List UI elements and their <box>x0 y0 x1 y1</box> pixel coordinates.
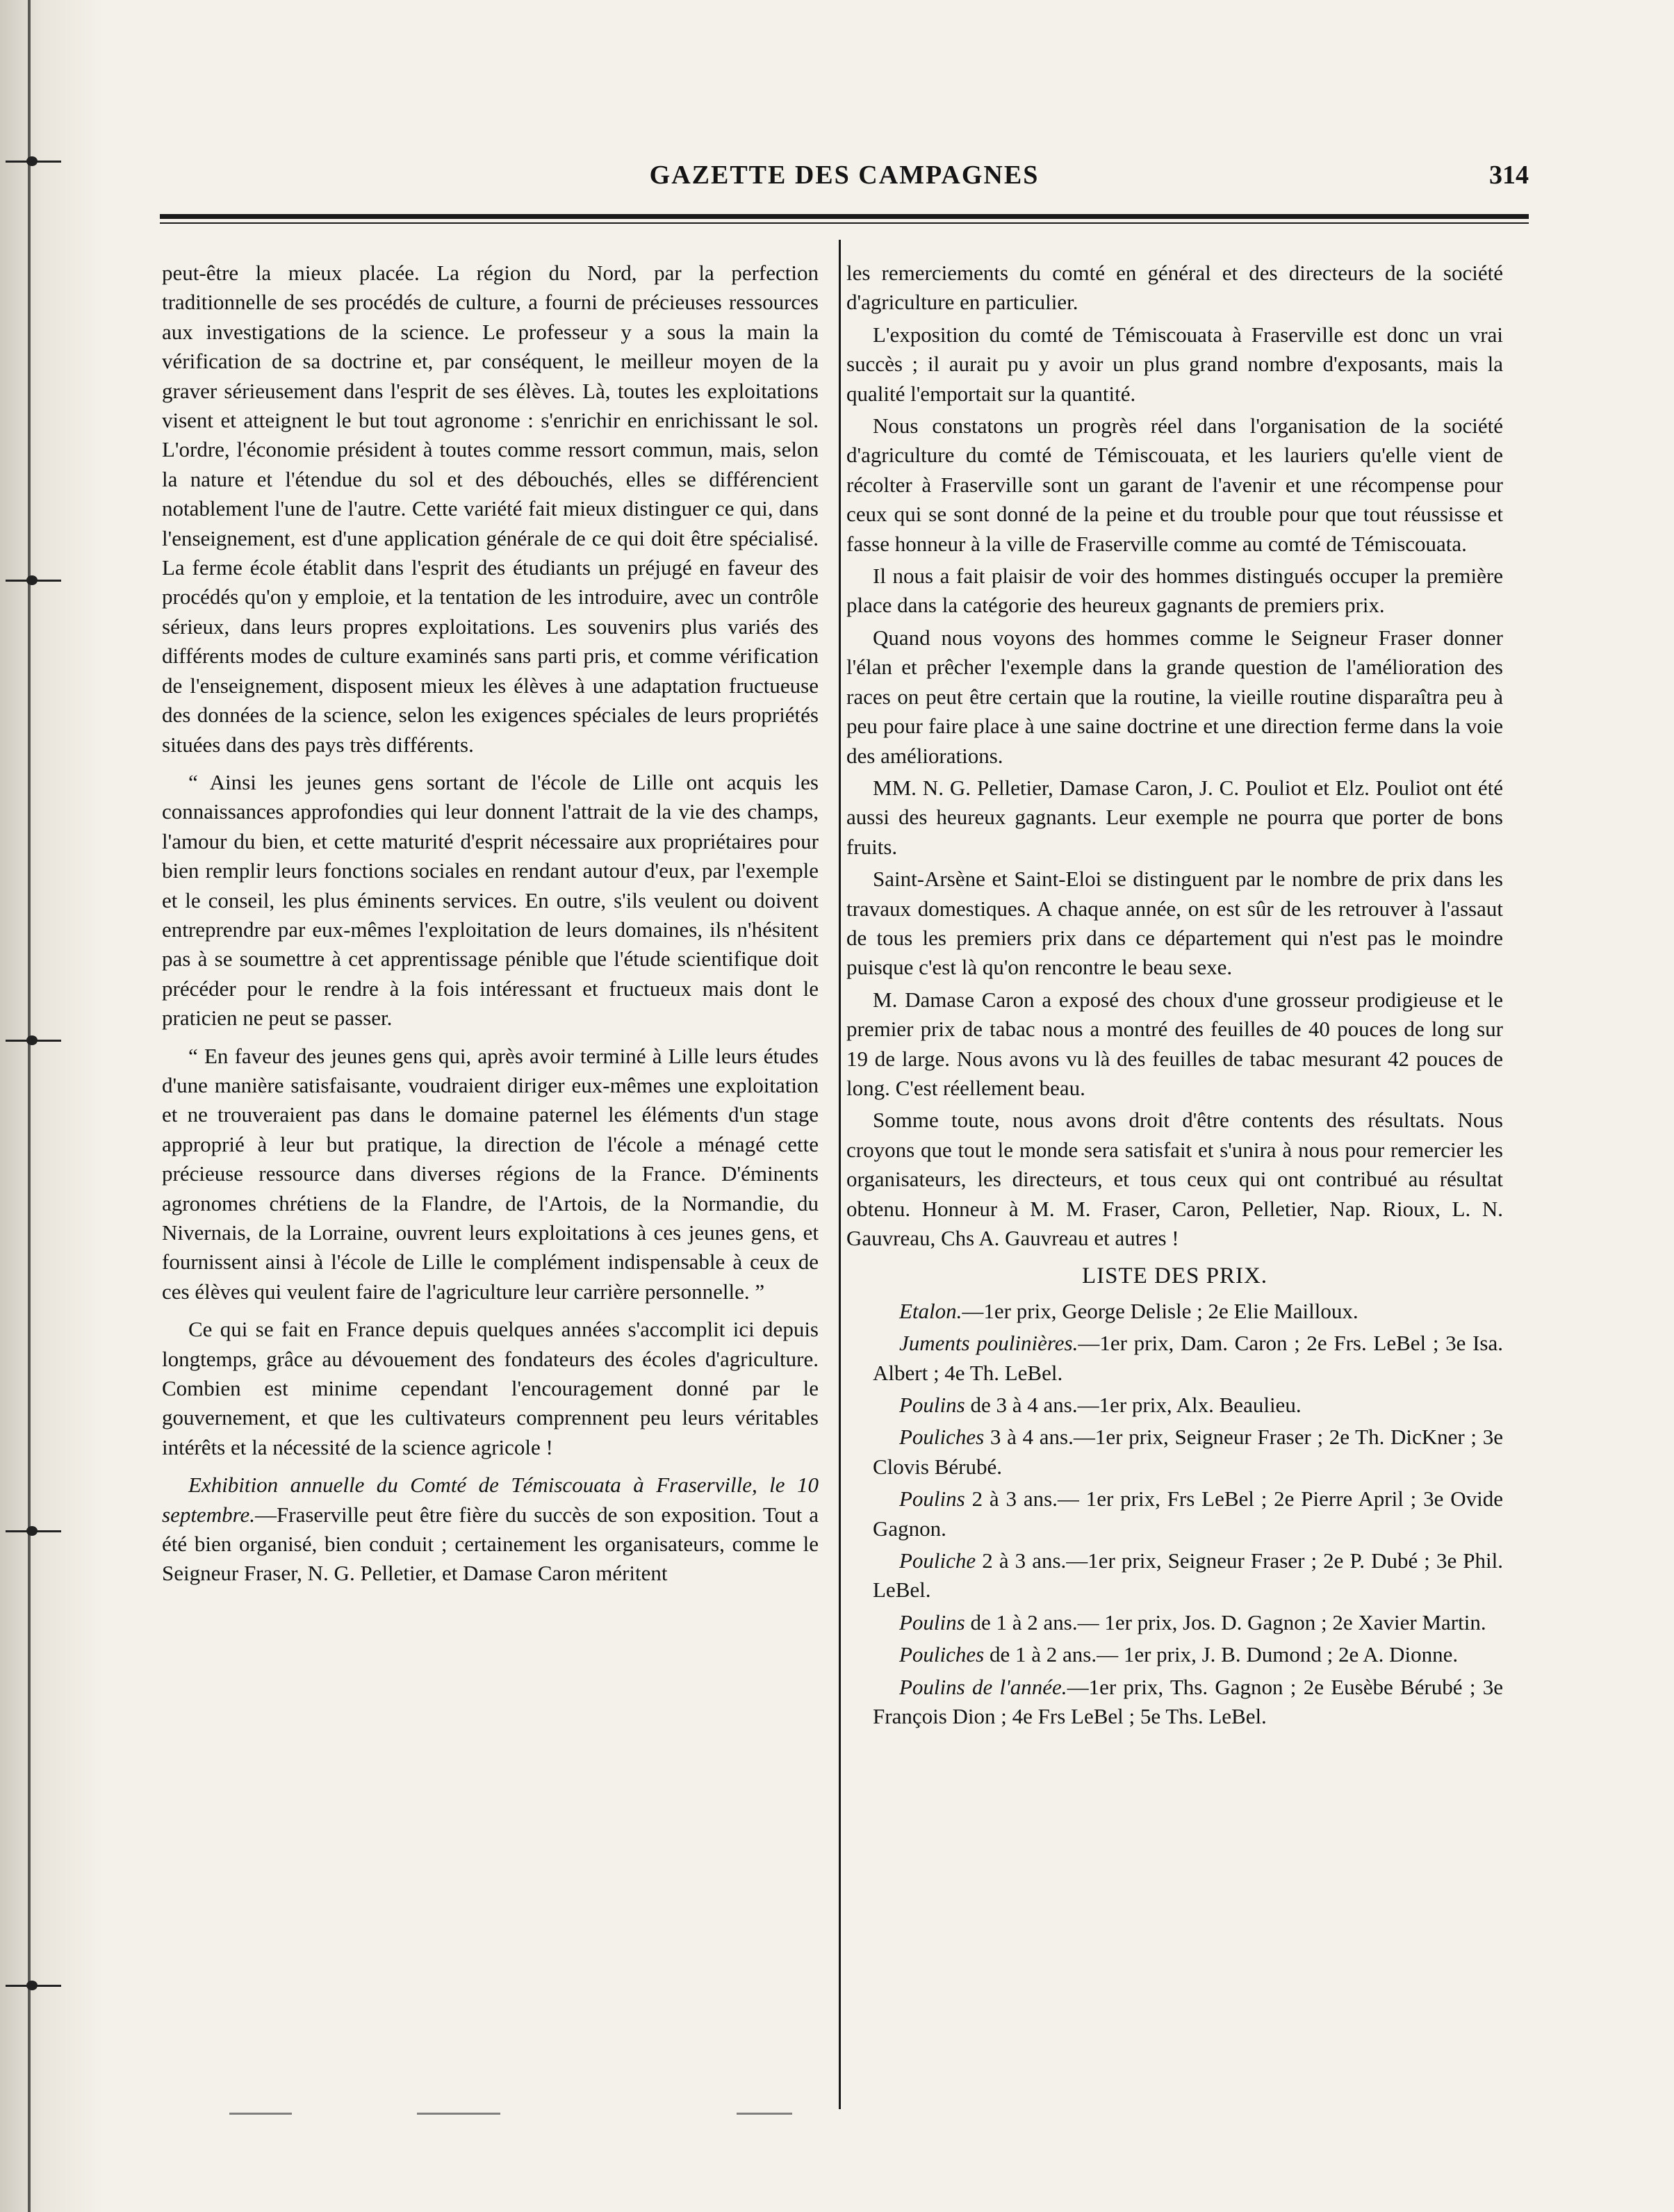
binding-thread <box>28 0 31 2212</box>
binding-stitch <box>6 1981 61 1990</box>
paragraph: Ce qui se fait en France depuis quelques années s'accomplit ici depuis longtemps, grâce au dévouement des fondateurs des écoles d'agriculture. Combien est minime cependant l'encouragement donné par le gouvernement, et que les cultivateurs comprennent peu leurs véritables intérêts et la nécessité de la science agricole ! <box>162 1317 819 1459</box>
print-mark <box>417 2113 500 2115</box>
prize-category: Pouliches <box>899 1425 985 1450</box>
header-rule <box>160 214 1529 219</box>
prize-entry <box>846 1608 1503 1637</box>
header-rule-thin <box>160 222 1529 224</box>
prize-entry <box>846 1297 1503 1326</box>
prize-winners: —1er prix, Dam. Caron ; 2e Frs. LeBel ; 3e Isa. Albert ; 4e Th. LeBel. <box>873 1331 1503 1385</box>
prize-entry <box>846 1391 1503 1420</box>
paragraph: L'exposition du comté de Témiscouata à Fraserville est donc un vrai succès ; il aurait pu y avoir un plus grand nombre d'exposants, mais la qualité l'emportait sur la quantité. <box>846 322 1503 406</box>
prize-list-heading: LISTE DES PRIX. <box>1081 1263 1268 1289</box>
page-title: GAZETTE DES CAMPAGNES <box>649 161 1040 190</box>
page-header <box>160 160 1529 195</box>
binding-stitch <box>6 156 61 166</box>
prize-category: Poulins <box>899 1609 965 1635</box>
prize-entry <box>846 1640 1503 1669</box>
prize-category: Pouliche <box>899 1548 976 1573</box>
prize-winners: de 3 à 4 ans.—1er prix, Alx. Beaulieu. <box>965 1393 1302 1418</box>
paragraph: Saint-Arsène et Saint-Eloi se distinguent par le nombre de prix dans les travaux domestiques. A chaque année, on est sûr de les retrouver à l'assaut de tous les premiers prix dans ce département qui n'est pas le moindre puisque c'est là qu'on rencontre le beau sexe. <box>846 867 1503 980</box>
prize-winners: de 1 à 2 ans.— 1er prix, J. B. Dumond ; 2e A. Dionne. <box>984 1642 1459 1667</box>
prize-category: Poulins <box>899 1393 965 1418</box>
paragraph: “ Ainsi les jeunes gens sortant de l'école de Lille ont acquis les connaissances approfondies qui leur donnent l'attrait de la vie des champs, l'amour du bien, et cette maturité d'esprit nécessaire aux propriétaires pour bien remplir leurs fonctions sociales en rendant autour d'eux, par l'exemple et le conseil, les plus éminents services. En outre, s'ils veulent ou doivent entreprendre par eux-mêmes l'exploitation de leurs domaines, ils n'hésitent pas à se soumettre à cet apprentissage pénible que l'étude scientifique doit précéder pour le rendre à la fois intéressant et fructueux mais dont le praticien ne peut se passer. <box>162 769 819 1031</box>
prize-entry <box>846 1546 1503 1605</box>
binding-stitch <box>6 1526 61 1536</box>
prize-category: Poulins <box>899 1486 965 1511</box>
prize-category: Etalon. <box>899 1298 962 1323</box>
prize-winners: 2 à 3 ans.— 1er prix, Frs LeBel ; 2e Pierre April ; 3e Ovide Gagnon. <box>873 1486 1503 1541</box>
exhibition-title: Exhibition annuelle du Comté de Témiscouata à Fraserville, le 10 septembre. <box>162 1473 819 1527</box>
prize-category: Pouliches <box>899 1642 985 1667</box>
paragraph: peut-être la mieux placée. La région du Nord, par la perfection traditionnelle de ses procédés de culture, a fourni de précieuses ressources aux investigations de la science. Le professeur y a sous la main la vérification de sa doctrine et, par conséquent, le meilleur moyen de la graver sérieusement dans l'esprit de ses élèves. Là, toutes les exploitations visent et atteignent le but tout agronome : s'enrichir en enrichissant le sol. L'ordre, l'économie président à toutes comme ressort commun, mais, selon la nature et l'étendue du sol et des débouchés, elles se différencient notablement l'une de l'autre. Cette variété fait mieux distinguer ce qui, dans l'enseignement, est d'une application générale de ce qui doit être spécialisé. La ferme école établit dans l'esprit des étudiants un préjugé en faveur des procédés qu'on y emploie, et la tentation de les introduire, avec un contrôle sérieux, dans leurs propres exploitations. Les souvenirs plus variés des différents modes de culture examinés sans parti pris, et comme vérification de l'enseignement, disposent mieux les élèves à une adaptation fructueuse des données de la science, selon les exigences spéciales de leurs propriétés situées dans des pays très différents. <box>162 261 819 757</box>
prize-category: Juments poulinières. <box>899 1331 1078 1356</box>
column-divider <box>839 240 841 2109</box>
prize-category: Poulins de l'année. <box>899 1674 1067 1699</box>
binding-stitch <box>6 1035 61 1045</box>
right-column <box>846 259 1503 1735</box>
paragraph: “ En faveur des jeunes gens qui, après avoir terminé à Lille leurs études d'une manière satisfaisante, voudraient diriger eux-mêmes une exploitation et ne trouveraient pas dans le domaine paternel les éléments d'un stage approprié à leur but pratique, la direction de l'école a ménagé cette précieuse ressource dans diverses régions de la France. D'éminents agronomes chrétiens de la Flandre, de l'Artois, de la Normandie, du Nivernais, de la Lorraine, ouvrent leurs exploitations à ces jeunes gens, et fournissent ainsi à l'école de Lille le complément indispensable à ceux de ces élèves qui veulent faire de l'agriculture leur carrière personnelle. ” <box>162 1043 819 1304</box>
left-column <box>162 259 819 1591</box>
paragraph: M. Damase Caron a exposé des choux d'une grosseur prodigieuse et le premier prix de tabac nous a montré des feuilles de 40 pouces de long sur 19 de large. Nous avons vu là des feuilles de tabac mesurant 42 pouces de long. C'est réellement beau. <box>846 987 1503 1100</box>
prize-winners: 2 à 3 ans.—1er prix, Seigneur Fraser ; 2e P. Dubé ; 3e Phil. LeBel. <box>873 1548 1503 1603</box>
exhibition-paragraph <box>162 1470 819 1589</box>
paragraph: Somme toute, nous avons droit d'être contents des résultats. Nous croyons que tout le monde sera satisfait et s'unira à nous pour remercier les organisateurs, les directeurs, et tous ceux qui ont contribué au résultat obtenu. Honneur à M. M. Fraser, Caron, Pelletier, Nap. Rioux, L. N. Gauvreau, Chs A. Gauvreau et autres ! <box>846 1108 1503 1250</box>
print-mark <box>737 2113 792 2115</box>
prize-winners: —1er prix, George Delisle ; 2e Elie Mailloux. <box>962 1298 1359 1323</box>
binding-edge <box>0 0 104 2212</box>
prize-entry <box>846 1329 1503 1388</box>
paragraph: Nous constatons un progrès réel dans l'organisation de la société d'agriculture du comté de Témiscouata, et les lauriers qu'elle vient de récolter à Fraserville sont un garant de l'avenir et une récompense pour ceux qui se sont donné de la peine et du trouble pour que tout réussisse et fasse honneur à la ville de Fraserville comme au comté de Témiscouata. <box>846 413 1503 556</box>
prize-entry <box>846 1673 1503 1732</box>
exhibition-text: —Fraserville peut être fière du succès de son exposition. Tout a été bien organisé, bien conduit ; certainement les organisateurs, comme le Seigneur Fraser, N. G. Pelletier, et Damase Caron méritent <box>162 1502 819 1586</box>
paragraph: les remerciements du comté en général et des directeurs de la société d'agriculture en particulier. <box>846 261 1503 315</box>
paragraph: Il nous a fait plaisir de voir des hommes distingués occuper la première place dans la catégorie des heureux gagnants de premiers prix. <box>846 564 1503 618</box>
paragraph: Quand nous voyons des hommes comme le Seigneur Fraser donner l'élan et prêcher l'exemple dans la grande question de l'amélioration des races on peut être certain que la routine, la vieille routine disparaîtra peu à peu pour faire place à une saine doctrine et une direction ferme dans la voie des améliorations. <box>846 625 1503 768</box>
binding-stitch <box>6 575 61 585</box>
prize-entry <box>846 1423 1503 1482</box>
prize-winners: —1er prix, Ths. Gagnon ; 2e Eusèbe Bérubé ; 3e François Dion ; 4e Frs LeBel ; 5e Ths. LeBel. <box>873 1674 1503 1729</box>
paragraph: MM. N. G. Pelletier, Damase Caron, J. C. Pouliot et Elz. Pouliot ont été aussi des heureux gagnants. Leur exemple ne pourra que porter de bons fruits. <box>846 775 1503 859</box>
page-number: 314 <box>1489 161 1529 190</box>
print-mark <box>229 2113 292 2115</box>
prize-entry <box>846 1484 1503 1543</box>
prize-winners: de 1 à 2 ans.— 1er prix, Jos. D. Gagnon ; 2e Xavier Martin. <box>965 1609 1486 1635</box>
prize-winners: 3 à 4 ans.—1er prix, Seigneur Fraser ; 2e Th. DicKner ; 3e Clovis Bérubé. <box>873 1425 1503 1479</box>
